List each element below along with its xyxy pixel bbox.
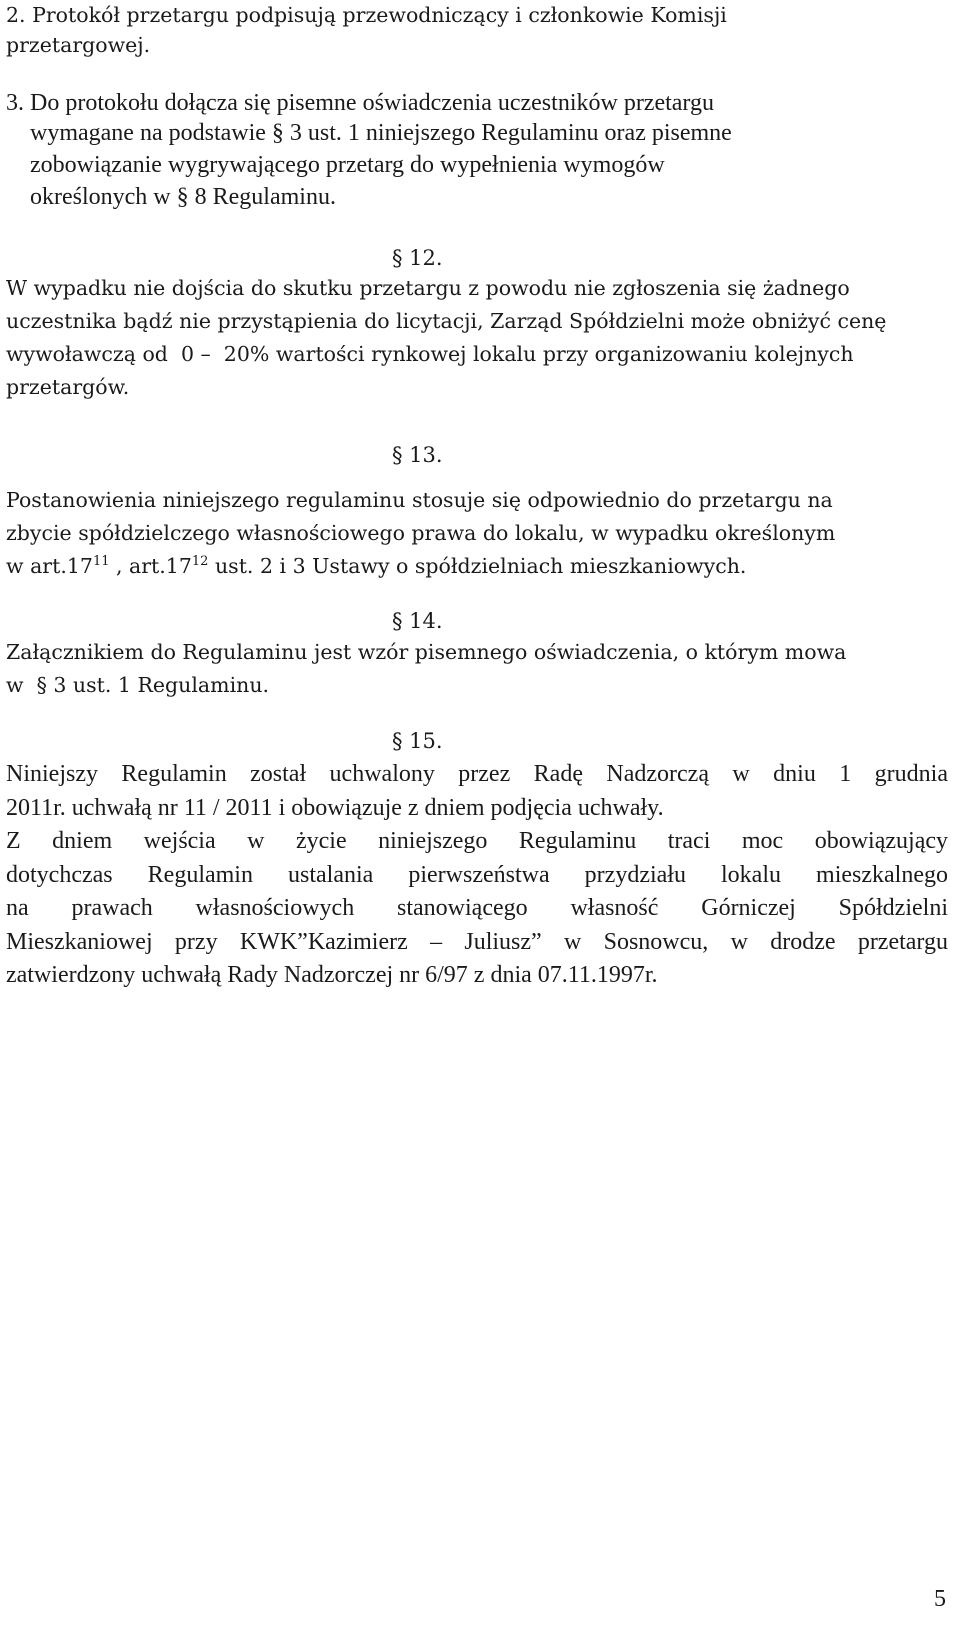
section-13-heading: § 13. <box>392 443 443 467</box>
item-3-line-3: zobowiązanie wygrywającego przetarg do wypełnienia wymogów <box>30 152 665 178</box>
section-12-line-4: przetargów. <box>6 375 130 399</box>
section-13-line-3-part-a: w art.17 <box>6 554 93 578</box>
item-3-line-1: 3. Do protokołu dołącza się pisemne oświadczenia uczestników przetargu <box>6 90 714 116</box>
section-15-line-6: Mieszkaniowej przy KWK”Kazimierz – Juliusz” w Sosnowcu, w drodze przetargu <box>6 928 948 955</box>
page-number: 5 <box>934 1586 946 1612</box>
item-3-line-4: określonych w § 8 Regulaminu. <box>30 184 336 210</box>
superscript-11: 11 <box>92 554 110 570</box>
section-13-line-2: zbycie spółdzielczego własnościowego prawa do lokalu, w wypadku określonym <box>6 521 836 545</box>
item-2-line-1: 2. Protokół przetargu podpisują przewodniczący i członkowie Komisji <box>6 3 727 27</box>
section-14-line-1: Załącznikiem do Regulaminu jest wzór pisemnego oświadczenia, o którym mowa <box>6 640 847 664</box>
section-12-line-1: W wypadku nie dojścia do skutku przetargu z powodu nie zgłoszenia się żadnego <box>6 276 850 300</box>
section-13-line-1: Postanowienia niniejszego regulaminu stosuje się odpowiednio do przetargu na <box>6 488 833 512</box>
item-3-line-2: wymagane na podstawie § 3 ust. 1 niniejszego Regulaminu oraz pisemne <box>30 120 732 146</box>
item-2-line-2: przetargowej. <box>6 33 151 57</box>
section-12-line-3: wywoławczą od 0 – 20% wartości rynkowej lokalu przy organizowaniu kolejnych <box>6 342 854 366</box>
section-13-line-3-part-c: ust. 2 i 3 Ustawy o spółdzielniach mieszkaniowych. <box>208 554 747 578</box>
section-15-line-7: zatwierdzony uchwałą Rady Nadzorczej nr 6/97 z dnia 07.11.1997r. <box>6 962 658 988</box>
section-15-line-3: Z dniem wejścia w życie niniejszego Regulaminu traci moc obowiązujący <box>6 828 948 854</box>
section-13-line-3-part-b: , art.17 <box>109 554 192 578</box>
section-15-body <box>6 758 948 993</box>
section-15-line-1: Niniejszy Regulamin został uchwalony przez Radę Nadzorczą w dniu 1 grudnia <box>6 761 948 787</box>
superscript-12: 12 <box>191 554 209 570</box>
section-15-line-4: dotychczas Regulamin ustalania pierwszeństwa przydziału lokalu mieszkalnego <box>6 861 948 888</box>
section-12-line-2: uczestnika bądź nie przystąpienia do licytacji, Zarząd Spółdzielni może obniżyć cenę <box>6 309 887 333</box>
section-15-line-2: 2011r. uchwałą nr 11 / 2011 i obowiązuje z dniem podjęcia uchwały. <box>6 794 664 821</box>
section-13-line-3 <box>6 551 746 581</box>
section-15-line-5: na prawach własnościowych stanowiącego własność Górniczej Spółdzielni <box>6 895 948 921</box>
section-14-heading: § 14. <box>392 609 443 633</box>
section-14-line-2: w § 3 ust. 1 Regulaminu. <box>6 673 270 697</box>
section-12-heading: § 12. <box>392 246 443 270</box>
section-15-heading: § 15. <box>392 729 443 753</box>
